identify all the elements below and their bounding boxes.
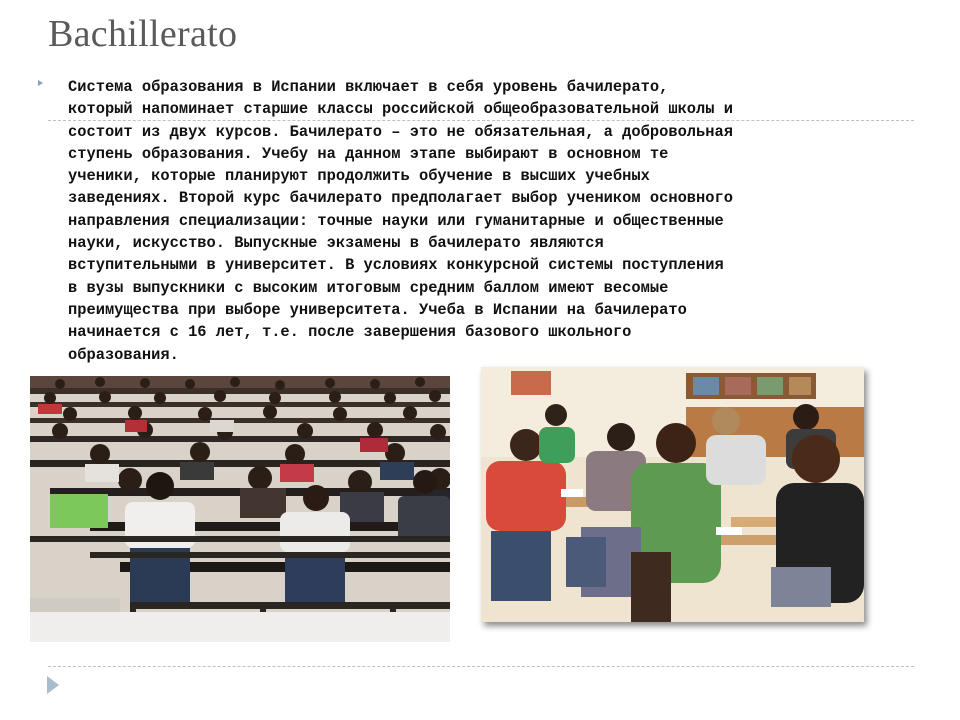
slide-title: Bachillerato [48, 13, 238, 55]
body-paragraph: Система образования в Испании включает в себя уровень бачилерато, который напоминает старшие классы российской общеобразовательной школы и состоит из двух курсов. Бачилерато – это не обязательная, а добровольная ступень образования. Учебу на данном этапе выбирают в основном те ученики, которые планируют продолжить обучение в высших учебных заведениях. Второй курс бачилерато предполагает выбор учеником основного направления специализации: точные науки или гуманитарные и общественные науки, искусство. Выпускные экзамены в бачилерато являются вступительными в университет. В условиях конкурсной системы поступления в вузы выпускники с высоким итоговым средним баллом имеют весомые преимущества при выборе университета. Учеба в Испании на бачилерато начинается с 16 лет, т.е. после завершения базового школьного образования. [68, 78, 733, 364]
triangle-bullet-icon [38, 80, 43, 86]
lecture-hall-photo [30, 376, 450, 642]
classroom-photo [481, 367, 864, 622]
next-slide-arrow-icon[interactable] [47, 676, 59, 694]
bottom-divider [48, 666, 914, 667]
